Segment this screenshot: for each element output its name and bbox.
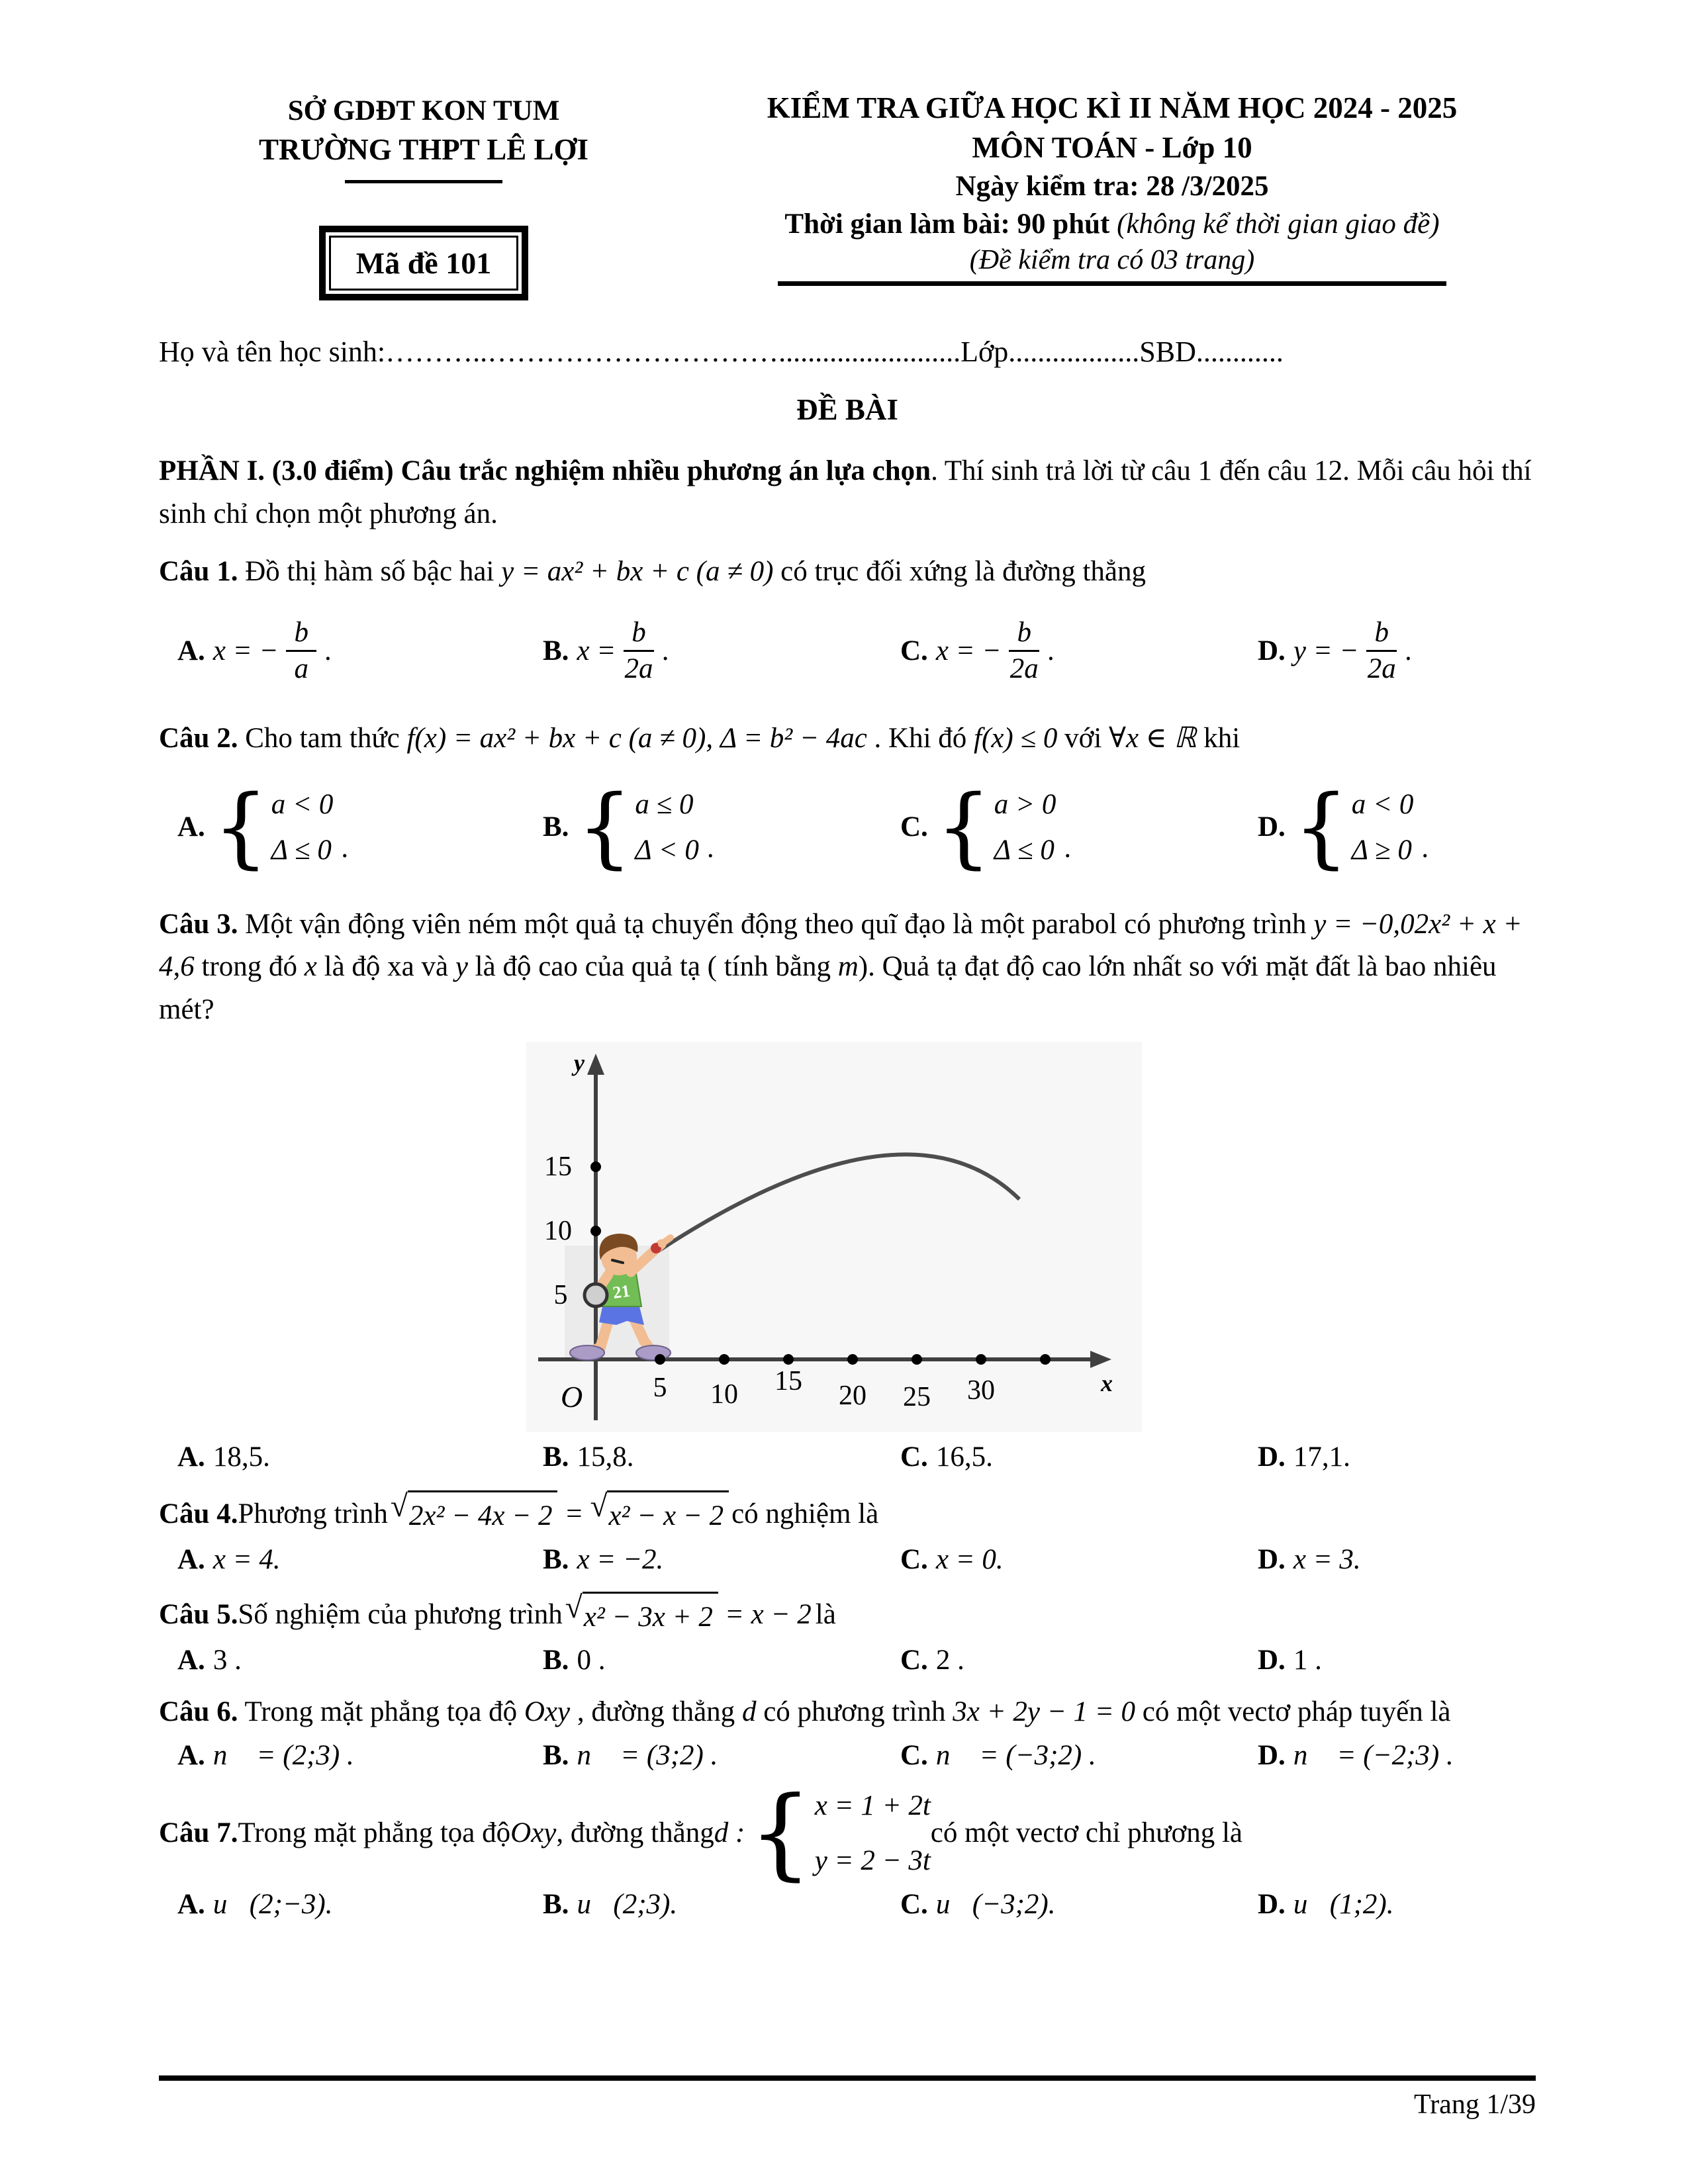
option-d[interactable]: D. x = 3.	[1258, 1543, 1361, 1575]
y-axis-label: y	[574, 1050, 585, 1077]
option-c[interactable]: C. x = 0.	[900, 1543, 1004, 1575]
option-a[interactable]: A. 3 .	[177, 1645, 242, 1676]
student-info-line: Họ và tên học sinh:………..………………………….........................Lớp..................SBD............	[159, 336, 1284, 368]
option-a[interactable]: A. { a < 0 Δ ≤ 0 .	[177, 776, 349, 878]
page-number: Trang 1/39	[1414, 2089, 1536, 2120]
exam-code-box	[319, 226, 528, 300]
brace-icon: {	[577, 776, 633, 878]
question-7-options	[177, 1888, 1536, 1921]
header-left	[159, 89, 688, 300]
option-c[interactable]: C. { a > 0 Δ ≤ 0 .	[900, 776, 1072, 878]
option-c[interactable]: C. u⃗(−3;2).	[900, 1888, 1056, 1920]
radical-icon: √	[565, 1590, 583, 1625]
exam-code: Mã đề 101	[329, 236, 518, 291]
option-key: B.	[543, 635, 569, 666]
question-2-options	[177, 766, 1536, 889]
option-d[interactable]: D. { a < 0 Δ ≥ 0 .	[1258, 776, 1429, 878]
option-d[interactable]: D. n⃗ = (−2;3) .	[1258, 1739, 1454, 1771]
q3-figure	[526, 1042, 1142, 1435]
section-title: ĐỀ BÀI	[796, 393, 898, 426]
brace-icon: {	[935, 776, 992, 878]
cases-system: { a < 0 Δ ≤ 0	[212, 776, 334, 878]
option-b[interactable]: B. 15,8.	[543, 1441, 634, 1473]
option-math-prefix: x =	[577, 635, 616, 666]
fraction: $\frac{b}{2a}$	[624, 616, 653, 684]
shoe-left	[570, 1345, 604, 1360]
option-d[interactable]: D. 1 .	[1258, 1645, 1322, 1676]
exam-header	[159, 89, 1536, 300]
question-7: Câu 7. Trong mặt phẳng tọa độ Oxy , đường thẳng d : { x = 1 + 2t y = 2 − 3t có một vectơ chỉ phương là	[159, 1775, 1243, 1891]
header-underline	[778, 281, 1446, 286]
option-math-prefix: y = −	[1293, 635, 1359, 666]
question-6-label: Câu 6.	[159, 1696, 238, 1728]
x-axis-label: x	[1101, 1370, 1113, 1397]
school-underline	[345, 180, 502, 183]
option-b[interactable]: B. 0 .	[543, 1645, 606, 1676]
shoe-right	[636, 1345, 671, 1360]
question-3-options	[177, 1441, 1536, 1473]
shot-ball	[585, 1284, 607, 1306]
question-1-label: Câu 1.	[159, 555, 238, 587]
fraction: $\frac{b}{2a}$	[1009, 616, 1039, 684]
y-tick-5: 5	[553, 1280, 568, 1311]
option-key: D.	[1258, 635, 1286, 666]
option-key: A.	[177, 635, 205, 666]
question-1-formula: y = ax² + bx + c (a ≠ 0)	[501, 555, 774, 587]
x-tick-5: 5	[653, 1373, 667, 1404]
option-b[interactable]: B. n⃗ = (3;2) .	[543, 1739, 718, 1771]
question-1	[159, 551, 1536, 594]
fraction: $\frac{b}{2a}$	[1367, 616, 1396, 684]
option-b[interactable]: B. u⃗(2;3).	[543, 1888, 678, 1920]
option-period: .	[661, 635, 669, 666]
sqrt-expression: √ x² − x − 2	[590, 1490, 729, 1538]
sqrt-expression: √ x² − 3x + 2	[565, 1592, 718, 1639]
question-6: Câu 6. Trong mặt phẳng tọa độ Oxy , đường thẳng d có phương trình 3x + 2y − 1 = 0 có một vectơ pháp tuyến là	[159, 1696, 1451, 1728]
option-b[interactable]: B. x = −2.	[543, 1543, 664, 1575]
origin-label: O	[561, 1380, 583, 1414]
x-tick-30: 30	[967, 1375, 995, 1406]
question-1-text2: có trục đối xứng là đường thẳng	[773, 555, 1146, 587]
question-5-options	[177, 1644, 1536, 1676]
bib-number: 21	[611, 1281, 632, 1303]
parametric-system: { x = 1 + 2t y = 2 − 3t	[749, 1775, 931, 1891]
option-d[interactable]: D. u⃗(1;2).	[1258, 1888, 1394, 1920]
option-c[interactable]	[900, 617, 1258, 685]
radical-icon: √	[590, 1489, 608, 1524]
question-2-label: Câu 2.	[159, 723, 238, 754]
part1-bold: PHẦN I. (3.0 điểm) Câu trắc nghiệm nhiều phương án lựa chọn	[159, 455, 931, 486]
option-d[interactable]: D. 17,1.	[1258, 1441, 1350, 1473]
cases-system: { a ≤ 0 Δ < 0	[577, 776, 699, 878]
option-a[interactable]	[177, 617, 543, 685]
exam-duration	[688, 208, 1536, 240]
exam-title: KIỂM TRA GIỮA HỌC KÌ II NĂM HỌC 2024 - 2025	[767, 91, 1458, 124]
question-7-label: Câu 7.	[159, 1817, 238, 1849]
cases-system: { a < 0 Δ ≥ 0	[1293, 776, 1414, 878]
x-tick-25: 25	[903, 1382, 931, 1413]
question-5: Câu 5. Số nghiệm của phương trình √ x² − 3x + 2 = x − 2 là	[159, 1592, 1536, 1639]
x-tick-10: 10	[710, 1379, 738, 1410]
question-4-label: Câu 4.	[159, 1498, 238, 1529]
y-tick-15: 15	[544, 1152, 572, 1183]
option-c[interactable]: C. 2 .	[900, 1645, 964, 1676]
fraction: $\frac{b}{a}$	[286, 617, 316, 685]
option-key: C.	[900, 635, 928, 666]
option-b[interactable]	[543, 617, 900, 685]
option-d[interactable]	[1258, 617, 1536, 685]
exam-subject: MÔN TOÁN - Lớp 10	[972, 131, 1252, 164]
school-name: TRƯỜNG THPT LÊ LỢI	[258, 133, 589, 166]
question-1-options	[177, 598, 1536, 703]
sqrt-expression: √ 2x² − 4x − 2	[391, 1490, 558, 1538]
footer-rule	[159, 2075, 1536, 2120]
question-6-options	[177, 1739, 1536, 1772]
brace-icon: {	[1293, 776, 1349, 878]
option-period: .	[324, 635, 332, 666]
exam-date: Ngày kiểm tra: 28 /3/2025	[955, 171, 1269, 202]
pages-note: (Đề kiểm tra có 03 trang)	[969, 245, 1255, 275]
x-tick-20: 20	[839, 1381, 867, 1412]
option-math-prefix: x = −	[212, 635, 279, 666]
option-math-prefix: x = −	[935, 635, 1002, 666]
option-a[interactable]: A. x = 4.	[177, 1543, 281, 1575]
brace-icon: {	[749, 1775, 812, 1891]
option-period: .	[1404, 635, 1412, 666]
question-5-label: Câu 5.	[159, 1599, 238, 1631]
question-4-options	[177, 1543, 1536, 1576]
duration-bold: Thời gian làm bài: 90 phút	[784, 208, 1117, 240]
brace-icon: {	[212, 776, 269, 878]
department-name: SỞ GDĐT KON TUM	[287, 95, 560, 126]
option-c[interactable]: C. n⃗ = (−3;2) .	[900, 1739, 1096, 1771]
question-3-label: Câu 3.	[159, 908, 238, 940]
option-b[interactable]: B. { a ≤ 0 Δ < 0 .	[543, 776, 714, 878]
question-2: Câu 2. Cho tam thức f(x) = ax² + bx + c (a ≠ 0), Δ = b² − 4ac . Khi đó f(x) ≤ 0 với ∀x ∈ ℝ khi	[159, 723, 1241, 754]
question-4: Câu 4. Phương trình √ 2x² − 4x − 2 = √ x² − x − 2 có nghiệm là	[159, 1490, 1536, 1538]
option-a[interactable]: A. 18,5.	[177, 1441, 270, 1473]
option-period: .	[1047, 635, 1055, 666]
duration-note: (không kể thời gian giao đề)	[1117, 208, 1440, 240]
part1-rest: . Thí sinh trả lời từ câu 1 đến câu 12. Mỗi câu hỏi thí sinh chỉ chọn một phương án.	[159, 455, 1532, 530]
radical-icon: √	[390, 1489, 408, 1524]
q3-graph	[526, 1042, 1142, 1432]
option-c[interactable]: C. 16,5.	[900, 1441, 993, 1473]
option-a[interactable]: A. n⃗ = (2;3) .	[177, 1739, 354, 1771]
cases-system: { a > 0 Δ ≤ 0	[935, 776, 1056, 878]
x-tick-15: 15	[774, 1366, 802, 1397]
question-3: Câu 3. Một vận động viên ném một quả tạ chuyển động theo quĩ đạo là một parabol có phương trình y = −0,02x² + x + 4,6 trong đó x là độ xa và y là độ cao của quả tạ ( tính bằng m). Quả tạ đạt độ cao lớn nhất so với mặt đất là bao nhiêu mét?	[159, 908, 1523, 1025]
header-right	[688, 89, 1536, 286]
question-1-text: Đồ thị hàm số bậc hai	[238, 555, 502, 587]
part1-intro	[159, 449, 1536, 536]
option-a[interactable]: A. u⃗(2;−3).	[177, 1888, 333, 1920]
y-tick-10: 10	[544, 1216, 572, 1247]
